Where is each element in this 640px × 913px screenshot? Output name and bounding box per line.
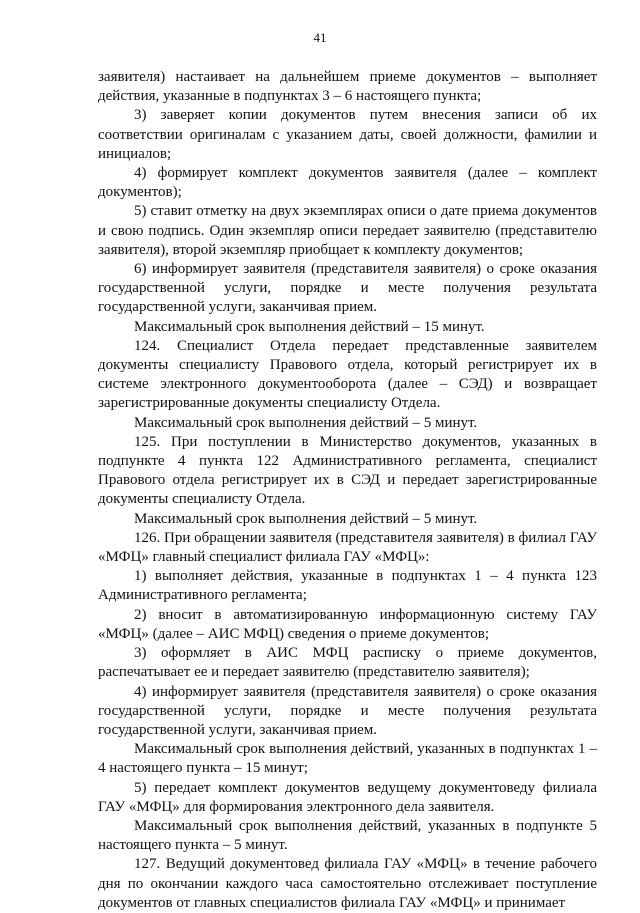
paragraph-max-time: Максимальный срок выполнения действий, указанных в подпункте 5 настоящего пункта – 5 минут.: [98, 817, 597, 854]
paragraph-max-time: Максимальный срок выполнения действий – 15 минут.: [134, 318, 485, 335]
paragraph-126-item-5: 5) передает комплект документов ведущему документоведу филиала ГАУ «МФЦ» для формирования электронного дела заявителя.: [98, 779, 597, 815]
paragraph-127: 127. Ведущий документовед филиала ГАУ «МФЦ» в течение рабочего дня по окончании каждого часа самостоятельно отслеживает поступление документов от главных специалистов филиала ГАУ «МФЦ» и принимает: [98, 856, 597, 911]
page-number: 41: [313, 30, 327, 45]
paragraph-126-item-2: 2) вносит в автоматизированную информационную систему ГАУ «МФЦ» (далее – АИС МФЦ) сведения о приеме документов;: [98, 606, 597, 642]
paragraph-item-6: 6) информирует заявителя (представителя заявителя) о сроке оказания государственной услуги, порядке и месте получения результата государственной услуги, заканчивая прием.: [98, 261, 597, 316]
paragraph-126-item-4: 4) информирует заявителя (представителя заявителя) о сроке оказания государственной услуги, порядке и месте получения результата государственной услуги, заканчивая прием.: [98, 683, 597, 738]
paragraph-124: 124. Специалист Отдела передает представленные заявителем документы специалисту Правового отдела, который регистрирует их в системе электронного документооборота (далее – СЭД) и возвращает зарегистрированные документы специалисту Отдела.: [98, 337, 597, 412]
paragraph-126: 126. При обращении заявителя (представителя заявителя) в филиал ГАУ «МФЦ» главный специалист филиала ГАУ «МФЦ»:: [98, 529, 597, 566]
paragraph-max-time: Максимальный срок выполнения действий, указанных в подпунктах 1 – 4 настоящего пункта – 15 минут;: [98, 741, 597, 777]
paragraph-continuation: заявителя) настаивает на дальнейшем приеме документов – выполняет действия, указанные в подпунктах 3 – 6 настоящего пункта;: [98, 69, 597, 105]
paragraph-125: 125. При поступлении в Министерство документов, указанных в подпункте 4 пункта 122 Административного регламента, специалист Правового отдела регистрирует их в СЭД и передает зарегистрированные документы специалисту Отдела.: [98, 433, 597, 508]
document-body: [98, 68, 597, 913]
paragraph-126-item-3: 3) оформляет в АИС МФЦ расписку о приеме документов, распечатывает ее и передает заявителю (представителю заявителя);: [98, 645, 597, 681]
paragraph-item-5: 5) ставит отметку на двух экземплярах описи о дате приема документов и свою подпись. Один экземпляр описи передает заявителю (представителю заявителя), второй экземпляр приобщает к комплекту документов;: [98, 203, 597, 258]
paragraph-max-time: Максимальный срок выполнения действий – 5 минут.: [134, 510, 478, 527]
paragraph-item-3: 3) заверяет копии документов путем внесения записи об их соответствии оригиналам с указанием даты, своей должности, фамилии и инициалов;: [98, 107, 597, 162]
paragraph-item-4: 4) формирует комплект документов заявителя (далее – комплект документов);: [98, 165, 597, 201]
paragraph-126-item-1: 1) выполняет действия, указанные в подпунктах 1 – 4 пункта 123 Административного регламента;: [98, 568, 597, 604]
paragraph-max-time: Максимальный срок выполнения действий – 5 минут.: [134, 414, 478, 431]
